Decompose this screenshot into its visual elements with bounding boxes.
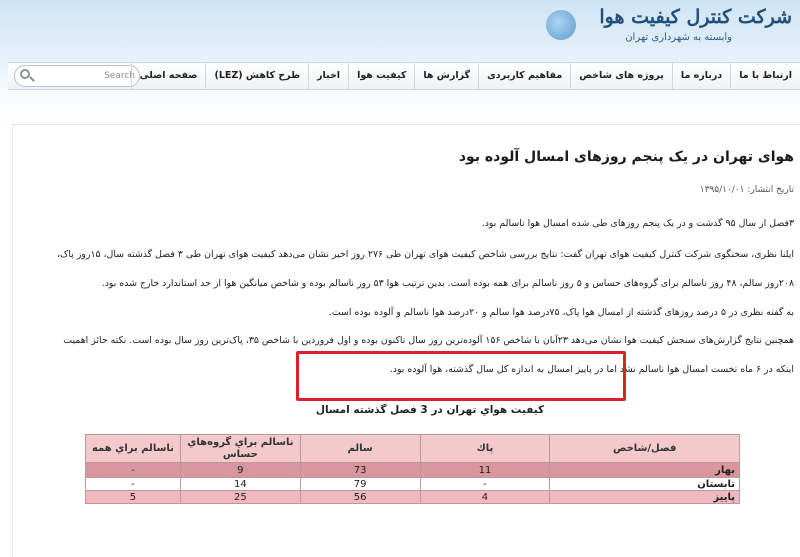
search-icon[interactable] xyxy=(19,68,35,84)
publish-date: تاریخ انتشار: ۱۳۹۵/۱۰/۰۱ xyxy=(699,185,794,195)
table-cell: 9 xyxy=(180,463,300,478)
nav-item-air-quality[interactable]: کیفیت هوا xyxy=(348,63,414,89)
nav-item-news[interactable]: اخبار xyxy=(308,63,348,89)
article-paragraph: ۲۰۸روز سالم، ۴۸ روز ناسالم برای گروه‌های حساس و ۵ روز ناسالم برای همه بوده است. بدین ترتیب هوا ۵۳ روز ناسالم بوده و شاخص میانگین هوا از حد استاندارد خارج شده بود. xyxy=(101,278,794,289)
main-navigation xyxy=(8,62,800,90)
table-title: كيفيت هواي تهران در 3 فصل گذشته امسال xyxy=(315,404,545,416)
article-paragraph: همچنین نتایج گزارش‌های سنجش کیفیت هوا نشان می‌دهد ۲۳آبان با شاخص ۱۵۶ آلوده‌ترین روز سال تاکنون بوده و اول فروردین با شاخص ۳۵، پاک‌ترین روز سال بوده است. نکته حائز اهمیت xyxy=(63,335,794,346)
table-cell: 25 xyxy=(180,491,300,504)
table-header: پاك xyxy=(420,435,550,463)
logo-subtitle: وابسته به شهرداری تهران xyxy=(625,32,732,43)
article-paragraph: ایلنا نظری، سخنگوی شرکت کنترل کیفیت هوای تهران گفت: نتایج بررسی شاخص کیفیت هوای تهران طی ۲۷۶ روز اخیر نشان می‌دهد کیفیت هوای تهران طی ۳ فصل گذشته سال، ۱۵روز پاک، xyxy=(56,249,794,260)
table-row xyxy=(86,491,740,504)
table-row xyxy=(86,463,740,478)
nav-item-concepts[interactable]: مفاهیم کاربردی xyxy=(478,63,570,89)
nav-item-about[interactable]: درباره ما xyxy=(672,63,730,89)
table-cell: 56 xyxy=(300,491,420,504)
table-header: سالم xyxy=(300,435,420,463)
nav-item-projects[interactable]: پروژه های شاخص xyxy=(570,63,672,89)
table-cell: 73 xyxy=(300,463,420,478)
nav-menu xyxy=(131,63,800,89)
table-cell: بهار xyxy=(550,463,740,478)
search-box xyxy=(14,65,140,87)
article-title: هوای تهران در یک پنجم روزهای امسال آلوده بود xyxy=(458,149,794,165)
table-cell: 4 xyxy=(420,491,550,504)
site-logo[interactable] xyxy=(572,4,792,58)
table-cell: 11 xyxy=(420,463,550,478)
article-paragraph: به گفته نظری در ۵ درصد روزهای گذشته از امسال هوا پاک، ۷۵درصد هوا سالم و ۲۰درصد هوا ناسالم و آلوده بوده است. xyxy=(328,307,794,318)
table-cell: پاييز xyxy=(550,491,740,504)
search-input[interactable] xyxy=(39,67,135,85)
table-header-row xyxy=(86,435,740,463)
table-row xyxy=(86,478,740,491)
table-cell: تابستان xyxy=(550,478,740,491)
nav-item-home[interactable]: صفحه اصلی xyxy=(131,63,206,89)
table-cell: 79 xyxy=(300,478,420,491)
table-cell: - xyxy=(86,463,181,478)
highlight-annotation xyxy=(296,351,626,401)
article-paragraph: ۳فصل از سال ۹۵ گذشت و در یک پنجم روزهای طی شده امسال هوا ناسالم بود. xyxy=(481,218,794,229)
article-paragraph: اینکه در ۶ ماه نخست امسال هوا ناسالم نشد اما در پاییز امسال به اندازه کل سال گذشته، هوا آلوده بود. xyxy=(389,364,794,375)
nav-item-reports[interactable]: گزارش ها xyxy=(414,63,478,89)
air-quality-table xyxy=(85,434,740,504)
table-cell: 14 xyxy=(180,478,300,491)
table-header: ناسالم براي همه xyxy=(86,435,181,463)
table-cell: - xyxy=(420,478,550,491)
table-header: ناسالم براي گروه‌هاي حساس xyxy=(180,435,300,463)
logo-emblem-icon xyxy=(546,10,576,40)
table-cell: 5 xyxy=(86,491,181,504)
nav-item-lez[interactable]: طرح کاهش (LEZ) xyxy=(205,63,308,89)
nav-item-contact[interactable]: ارتباط با ما xyxy=(730,63,800,89)
table-header: فصل/شاخص xyxy=(550,435,740,463)
table-cell: - xyxy=(86,478,181,491)
logo-title: شرکت کنترل کیفیت هوا xyxy=(599,6,792,28)
